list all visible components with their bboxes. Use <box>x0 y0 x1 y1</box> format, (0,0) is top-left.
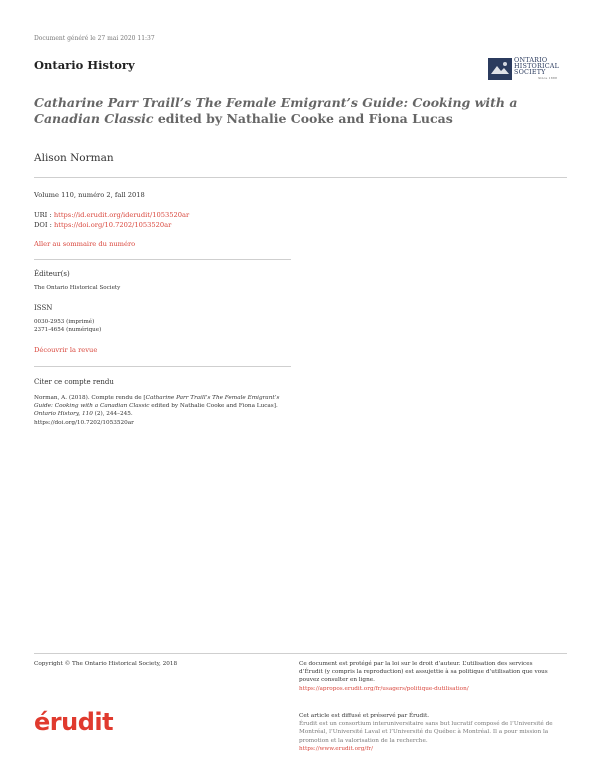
cite-italic: Catharine Parr Traill’s The Female Emigrant’s Guide: Cooking with a Canadian Classic <box>34 395 280 410</box>
ohs-logo[interactable] <box>488 57 568 81</box>
issn-print: 0030-2953 (imprimé) <box>34 319 95 325</box>
rights-text: Ce document est protégé par la loi sur le droit d’auteur. L’utilisation des services d’Érudit (y compris la reproduction) est assujettie à sa politique d’utilisation que vous pouvez consulter en ligne. <box>299 661 548 684</box>
cite-italic: Ontario History, 110 <box>34 411 93 418</box>
divider <box>34 177 567 178</box>
author-name[interactable]: Alison Norman <box>34 152 114 164</box>
rights-notice <box>299 660 554 693</box>
consortium-notice <box>299 712 554 753</box>
uri-link[interactable]: https://id.erudit.org/iderudit/1053520ar <box>53 211 190 219</box>
ohs-emblem-icon <box>488 58 512 80</box>
cite-part: edited by Nathalie Cooke and Fiona Lucas]. <box>149 403 278 410</box>
generated-date: Document généré le 27 mai 2020 11:37 <box>34 35 155 42</box>
divider <box>34 259 291 260</box>
citation-text <box>34 394 294 427</box>
divider <box>34 366 291 367</box>
uri-line <box>34 211 189 219</box>
doi-link[interactable]: https://doi.org/10.7202/1053520ar <box>54 221 172 229</box>
volume-info: Volume 110, numéro 2, fall 2018 <box>34 191 145 199</box>
uri-label: URI : <box>34 211 54 219</box>
discover-journal-link[interactable]: Découvrir la revue <box>34 346 98 354</box>
cite-part: Norman, A. (2018). Compte rendu de [ <box>34 395 146 401</box>
issn-label: ISSN <box>34 304 53 312</box>
title-italic: Catharine Parr Traill’s The Female Emigrant’s Guide: Cooking with a Canadian Classic <box>34 95 518 126</box>
article-title <box>34 95 554 126</box>
doi-line <box>34 221 171 229</box>
divider <box>34 653 567 654</box>
title-rest: edited by Nathalie Cooke and Fiona Lucas <box>153 110 453 126</box>
doi-label: DOI : <box>34 221 54 229</box>
erudit-link[interactable]: https://www.erudit.org/fr/ <box>299 745 374 752</box>
cite-label: Citer ce compte rendu <box>34 378 114 386</box>
copyright-notice: Copyright © The Ontario Historical Society, 2018 <box>34 661 178 667</box>
consortium-bold: Cet article est diffusé et préservé par Érudit. <box>299 713 430 719</box>
journal-title: Ontario History <box>34 58 135 72</box>
issue-toc-link[interactable]: Aller au sommaire du numéro <box>34 240 136 248</box>
publisher-value: The Ontario Historical Society <box>34 285 121 291</box>
cite-doi[interactable]: https://doi.org/10.7202/1053520ar <box>34 419 134 426</box>
cite-part: (2), 244–245. <box>92 411 133 418</box>
issn-digital: 2371-4654 (numérique) <box>34 327 102 333</box>
consortium-text: Érudit est un consortium interuniversitaire sans but lucratif composé de l’Université de Montréal, l’Université Laval et l’Université du Québec à Montréal. Il a pour mission la promotion et la valorisation de la recherche. <box>299 721 553 744</box>
logo-line-1: ONTARIO <box>514 56 548 64</box>
logo-line-2: HISTORICAL <box>514 62 560 71</box>
logo-line-3: SOCIETY <box>514 68 546 77</box>
usage-policy-link[interactable]: https://apropos.erudit.org/fr/usagers/politique-dutilisation/ <box>299 685 469 692</box>
logo-since: Since 1888 <box>538 75 558 80</box>
publisher-label: Éditeur(s) <box>34 270 70 278</box>
erudit-logo[interactable]: érudit <box>34 708 114 736</box>
